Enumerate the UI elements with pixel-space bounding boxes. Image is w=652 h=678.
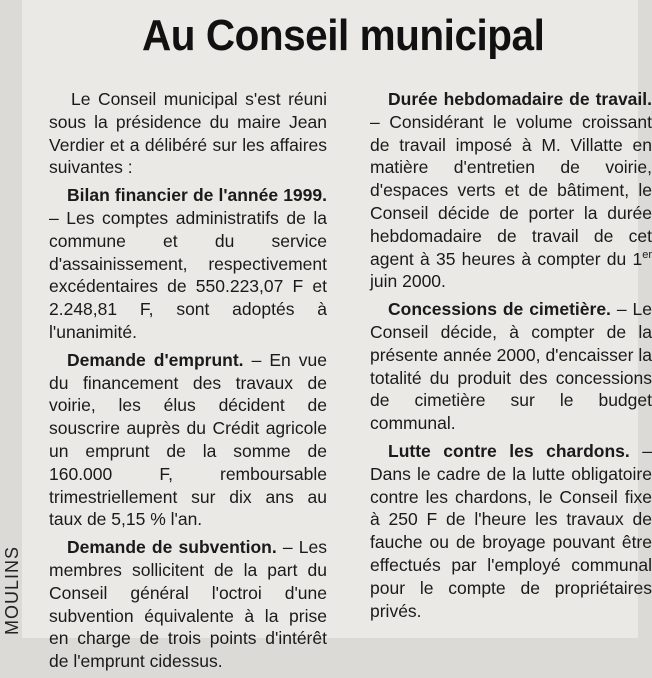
heading-duree: Durée hebdomadaire de travail. [388, 89, 652, 109]
paragraph-emprunt [49, 349, 327, 531]
text-chardons: – Dans le cadre de la lutte obligatoire contre les chardons, le Conseil fixe à 250 F de l'heure les travaux de fauche ou de broyage pouvant être effectués par l'employé communal pour le compte de propriétaires privés. [370, 440, 652, 621]
superscript-er: er [642, 248, 652, 261]
paragraph-duree [370, 88, 652, 293]
text-duree: – Considérant le volume croissant de travail imposé à M. Villatte en matière d'entretien de voirie, d'espaces verts et de bâtiment, le Conseil décide de porter la durée hebdomadaire de travail de cet agent à 35 heures à compter du 1 [370, 111, 652, 269]
text-subvention: – Les membres sollicitent de la part du Conseil général l'octroi d'une subvention équivalente à la prise en charge de trois points d'intérêt de l'emprunt cidessus. [49, 537, 327, 672]
text-duree-end: juin 2000. [370, 271, 446, 292]
article-title: Au Conseil municipal [142, 11, 545, 60]
heading-concessions: Concessions de cimetière. [388, 299, 611, 320]
paragraph-concessions [370, 298, 652, 435]
right-column [370, 88, 652, 627]
newspaper-clipping [22, 0, 652, 672]
intro-paragraph [49, 88, 327, 179]
heading-bilan: Bilan financier de l'année 1999. [67, 185, 327, 206]
paragraph-subvention [49, 536, 327, 673]
town-label: MOULINS [2, 545, 22, 635]
heading-subvention: Demande de subvention. [67, 537, 277, 558]
paragraph-bilan [49, 184, 327, 344]
heading-chardons: Lutte contre les chardons. [388, 440, 630, 461]
text-emprunt: – En vue du financement des travaux de voirie, les élus décident de souscrire auprès du Crédit agricole un emprunt de la somme de 160.000 F, remboursable trimestriellement sur dix ans au taux de 5,15 % l'an. [49, 349, 327, 530]
text-bilan: – Les comptes administratifs de la commune et du service d'assainissement, respectivement excédentaires de 550.223,07 F et 2.248,81 F, sont adoptés à l'unanimité. [49, 207, 327, 342]
intro-text: Le Conseil municipal s'est réuni sous la présidence du maire Jean Verdier et a délibéré sur les affaires suivantes : [49, 89, 327, 178]
heading-emprunt: Demande d'emprunt. [67, 349, 244, 370]
text-concessions: – Le Conseil décide, à compter de la présente année 2000, d'encaisser la totalité du produit des concessions de cimetière sur le budget communal. [370, 299, 652, 434]
left-column [49, 88, 327, 678]
paragraph-chardons [370, 440, 652, 622]
